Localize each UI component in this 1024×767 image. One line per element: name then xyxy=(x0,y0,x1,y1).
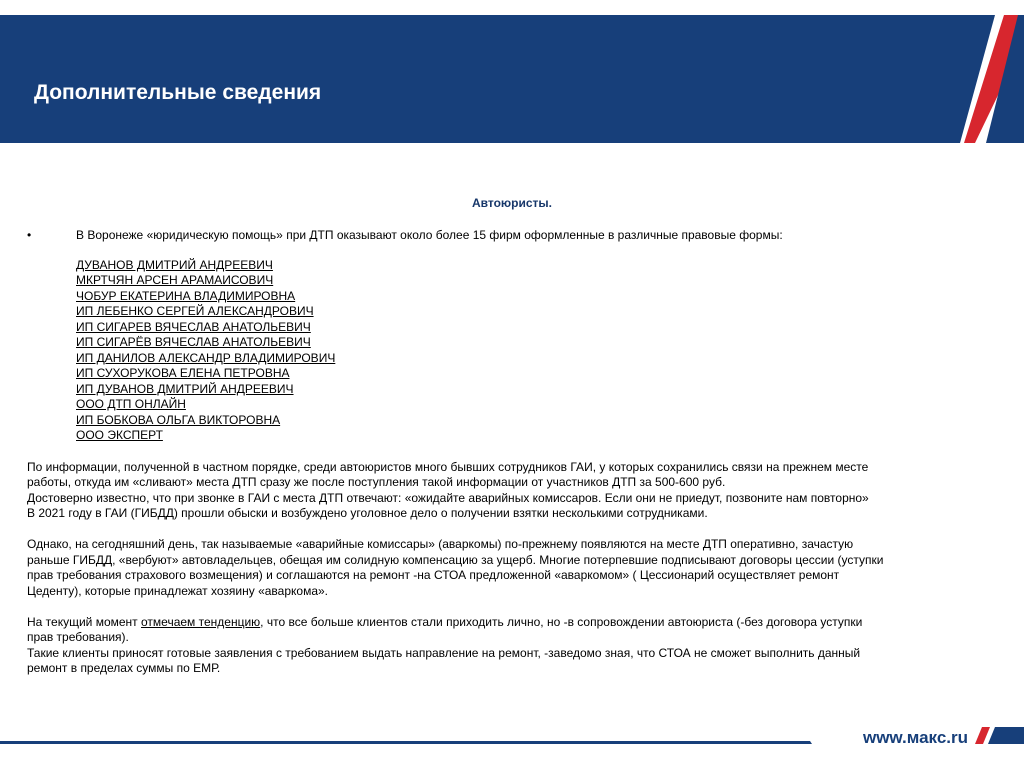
spacer xyxy=(27,599,887,615)
page-title: Дополнительные сведения xyxy=(34,81,322,104)
intro-text: В Воронеже «юридическую помощь» при ДТП оказывают около более 15 фирм оформленные в различные правовые формы: xyxy=(76,228,783,242)
company-item[interactable]: ИП ЛЕБЕНКО СЕРГЕЙ АЛЕКСАНДРОВИЧ xyxy=(76,304,314,318)
footer-blue-stripe xyxy=(988,727,1024,744)
trend-highlight: отмечаем тенденцию xyxy=(141,614,261,629)
header-banner xyxy=(0,15,1024,143)
bullet-marker: • xyxy=(27,228,32,242)
header-stripes-decoration xyxy=(0,15,1024,143)
spacer xyxy=(27,522,887,538)
content-body xyxy=(27,228,887,677)
company-item[interactable]: ИП СУХОРУКОВА ЕЛЕНА ПЕТРОВНА xyxy=(76,366,290,380)
company-list xyxy=(76,258,887,444)
paragraph-trend xyxy=(27,615,887,646)
footer-red-stripe xyxy=(975,727,990,744)
company-item[interactable]: ИП СИГАРЁВ ВЯЧЕСЛАВ АНАТОЛЬЕВИЧ xyxy=(76,335,311,349)
company-item[interactable]: ЧОБУР ЕКАТЕРИНА ВЛАДИМИРОВНА xyxy=(76,288,296,303)
trend-text-start: На текущий момент xyxy=(27,614,142,629)
trend-text-end: , что все больше клиентов стали приходить лично, но -в сопровождении автоюриста (-без договора уступки прав требования). xyxy=(27,614,863,644)
company-item[interactable]: ИП ДУВАНОВ ДМИТРИЙ АНДРЕЕВИЧ xyxy=(76,381,294,396)
footer-blue-band xyxy=(0,741,812,744)
company-item[interactable]: ИП БОБКОВА ОЛЬГА ВИКТОРОВНА xyxy=(76,412,281,427)
company-item[interactable]: ИП СИГАРЕВ ВЯЧЕСЛАВ АНАТОЛЬЕВИЧ xyxy=(76,319,311,334)
paragraph-clients: Такие клиенты приносят готовые заявления с требованием выдать направление на ремонт, -заведомо зная, что СТОА не сможет выполнить данный ремонт в пределах суммы по ЕМР. xyxy=(27,645,861,675)
company-item[interactable]: ООО ЭКСПЕРТ xyxy=(76,428,163,442)
paragraph-commissars: Однако, на сегодняшний день, так называемые «аварийные комиссары» (аваркомы) по-прежнему появляются на месте ДТП оперативно, зачастую раньше ГИБДД, «вербуют» автовладельцев, обещая им солидную компенсацию за ущерб. Многие потерпевшие подписывают договоры цессии (уступки прав требования страхового возмещения) и соглашаются на ремонт -на СТОА предложенной «аваркомом» ( Цессионарий осуществляет ремонт Цеденту), которые принадлежат хозяину «аваркома». xyxy=(27,537,884,598)
footer-website-link[interactable]: www.макс.ru xyxy=(862,728,968,747)
company-item[interactable]: ДУВАНОВ ДМИТРИЙ АНДРЕЕВИЧ xyxy=(76,257,273,272)
paragraph-gai-calls: Достоверно известно, что при звонке в ГАИ с места ДТП отвечают: «ожидайте аварийных комиссаров. Если они не приедут, позвоните нам повторно» xyxy=(27,490,869,505)
company-item[interactable]: ООО ДТП ОНЛАЙН xyxy=(76,397,186,411)
section-subtitle: Автоюристы. xyxy=(471,196,553,210)
bullet-intro xyxy=(27,228,887,244)
company-item[interactable]: ИП ДАНИЛОВ АЛЕКСАНДР ВЛАДИМИРОВИЧ xyxy=(76,350,336,365)
paragraph-sources: По информации, полученной в частном порядке, среди автоюристов много бывших сотрудников ГАИ, у которых сохранились связи на прежнем месте работы, откуда им «сливают» места ДТП сразу же после поступления такой информации от участников ДТП за 500-600 руб. xyxy=(27,459,869,489)
company-item[interactable]: МКРТЧЯН АРСЕН АРАМАИСОВИЧ xyxy=(76,273,274,287)
paragraph-investigation: В 2021 году в ГАИ (ГИБДД) прошли обыски и возбуждено уголовное дело о получении взятки несколькими сотрудниками. xyxy=(27,506,708,520)
